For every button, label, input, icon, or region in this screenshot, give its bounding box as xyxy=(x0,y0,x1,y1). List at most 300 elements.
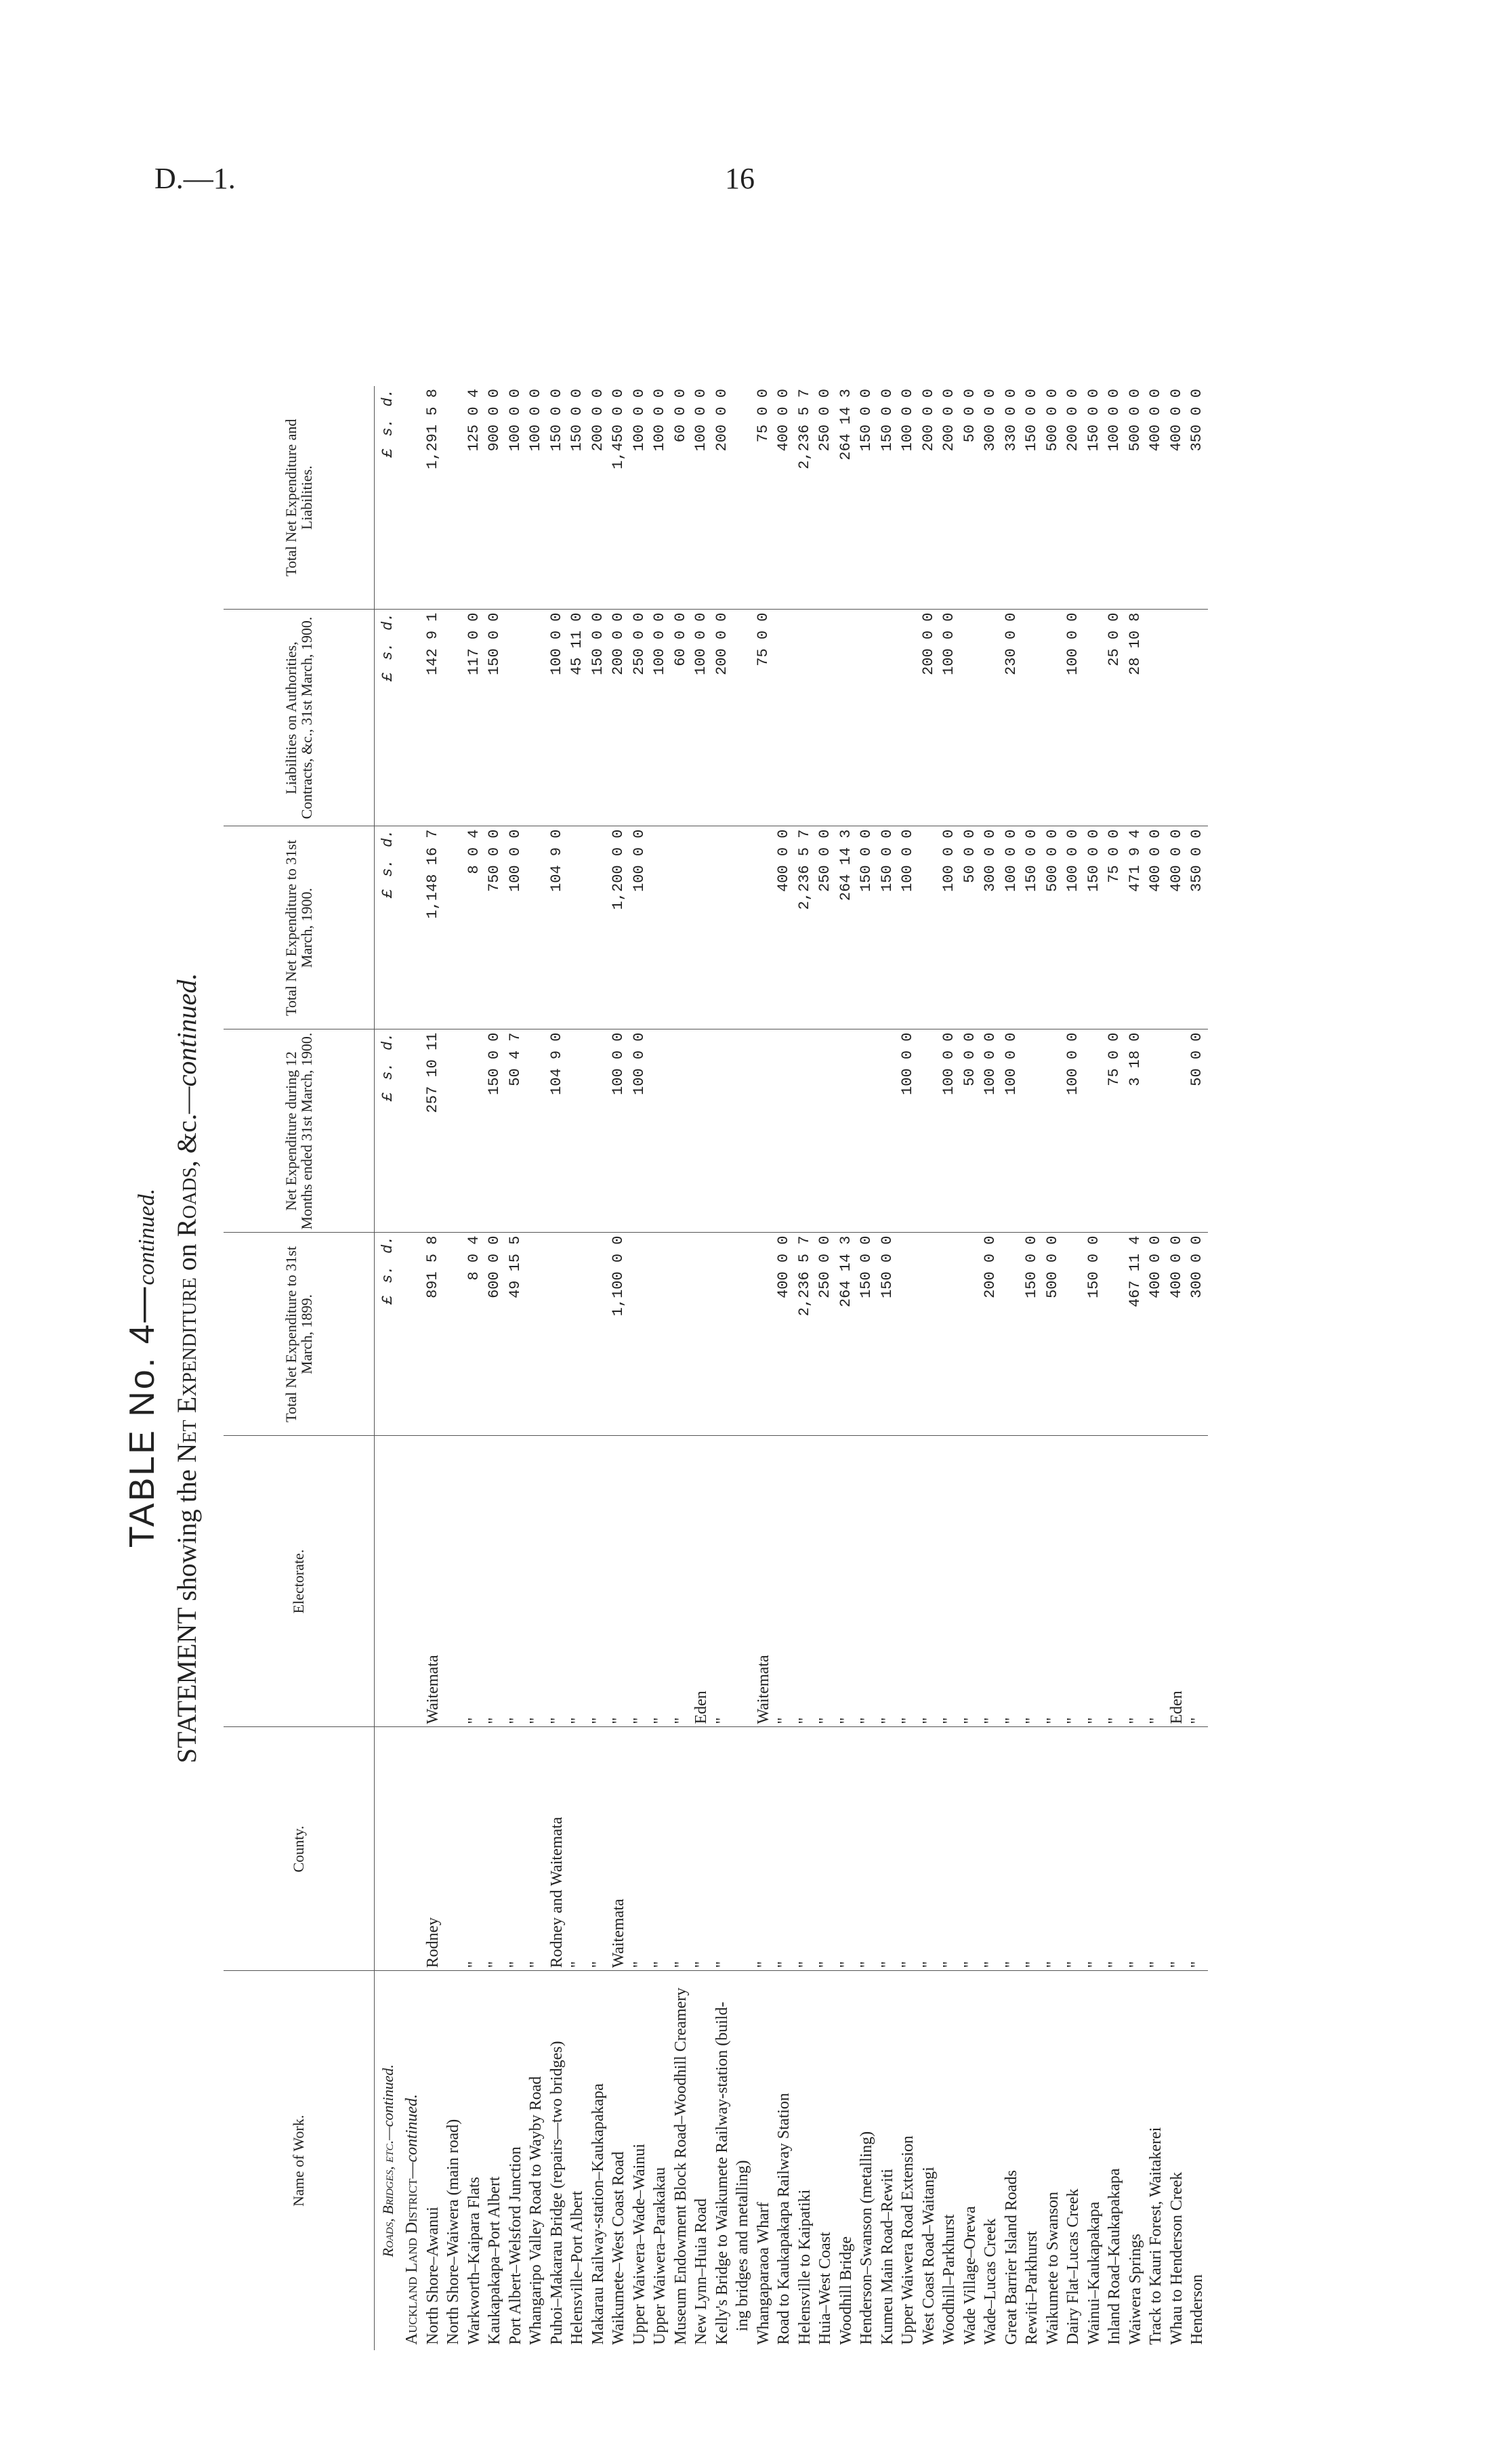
cell-name: Road to Kaukapakapa Railway Station xyxy=(775,2093,793,2345)
table-row xyxy=(1104,386,1125,2350)
cell-name: Waikumete–West Coast Road xyxy=(610,2151,627,2345)
cell-amount-b xyxy=(856,1029,877,1233)
cell-county: " xyxy=(1043,1727,1064,1971)
cell-county: " xyxy=(691,1727,712,1971)
col-total-header: Total Net Expenditure and Liabilities. xyxy=(224,386,375,610)
cell-amount-d: 200 0 0 xyxy=(919,610,940,826)
table-row xyxy=(526,386,547,2350)
cell-amount-c: 400 0 0 xyxy=(774,826,795,1029)
cell-amount-a xyxy=(443,1233,464,1436)
cell-amount-e: 500 0 0 xyxy=(1043,386,1064,610)
cell-amount-b: 100 0 0 xyxy=(629,1029,650,1233)
cell-amount-a xyxy=(1063,1233,1084,1436)
units-to1899: £s.d. xyxy=(375,1233,402,1436)
table-row xyxy=(608,386,629,2350)
section-heading: Roads, Bridges, etc.—continued. xyxy=(379,2064,396,2257)
table-row xyxy=(877,386,898,2350)
cell-amount-e: 400 0 0 xyxy=(1167,386,1188,610)
cell-amount-e: 50 0 0 xyxy=(960,386,981,610)
cell-amount-a: 400 0 0 xyxy=(1167,1233,1188,1436)
cell-name: Upper Waiwera Road Extension xyxy=(899,2136,917,2345)
cell-county: " xyxy=(1001,1727,1022,1971)
cell-amount-d: 230 0 0 xyxy=(1001,610,1022,826)
cell-amount-c: 471 9 4 xyxy=(1125,826,1146,1029)
cell-amount-c xyxy=(671,826,692,1029)
cell-amount-d xyxy=(732,610,753,826)
cell-electorate: " xyxy=(464,1436,485,1727)
cell-amount-e: 264 14 3 xyxy=(836,386,857,610)
page-code: D.—1. xyxy=(154,162,236,195)
cell-amount-e: 300 0 0 xyxy=(980,386,1001,610)
cell-county: " xyxy=(856,1727,877,1971)
cell-amount-b xyxy=(815,1029,836,1233)
cell-electorate: " xyxy=(960,1436,981,1727)
cell-amount-b: 100 0 0 xyxy=(898,1029,919,1233)
cell-amount-e: 100 0 0 xyxy=(1104,386,1125,610)
cell-amount-c: 350 0 0 xyxy=(1187,826,1208,1029)
cell-county: " xyxy=(671,1727,692,1971)
table-row xyxy=(815,386,836,2350)
cell-amount-d xyxy=(836,610,857,826)
cell-amount-c: 100 0 0 xyxy=(939,826,960,1029)
cell-amount-e: 400 0 0 xyxy=(774,386,795,610)
cell-amount-a: 49 15 5 xyxy=(505,1233,526,1436)
cell-name: Kaukapakapa–Port Albert xyxy=(486,2176,503,2345)
table-row xyxy=(1125,386,1146,2350)
cell-amount-b: 50 0 0 xyxy=(1187,1029,1208,1233)
cell-amount-d xyxy=(1084,610,1105,826)
cell-amount-a xyxy=(691,1233,712,1436)
col-during-header: Net Expenditure during 12 Months ended 31st March, 1900. xyxy=(224,1029,375,1233)
cell-amount-a: 500 0 0 xyxy=(1043,1233,1064,1436)
cell-amount-c xyxy=(753,826,774,1029)
cell-amount-d: 250 0 0 xyxy=(629,610,650,826)
cell-amount-d xyxy=(1043,610,1064,826)
cell-amount-b xyxy=(836,1029,857,1233)
cell-amount-b xyxy=(691,1029,712,1233)
cell-amount-c: 400 0 0 xyxy=(1167,826,1188,1029)
cell-amount-b: 104 9 0 xyxy=(547,1029,568,1233)
subtitle-cont: continued. xyxy=(171,973,202,1087)
cell-amount-d xyxy=(774,610,795,826)
cell-name: Makarau Railway-station–Kaukapakapa xyxy=(589,2083,607,2345)
cell-county: Rodney and Waitemata xyxy=(547,1727,568,1971)
cell-county: " xyxy=(1063,1727,1084,1971)
cell-electorate: " xyxy=(1146,1436,1167,1727)
cell-county: " xyxy=(1167,1727,1188,1971)
cell-electorate: " xyxy=(939,1436,960,1727)
cell-county: Rodney xyxy=(423,1727,444,1971)
cell-amount-b: 50 4 7 xyxy=(505,1029,526,1233)
cell-amount-c: 300 0 0 xyxy=(980,826,1001,1029)
cell-amount-c xyxy=(567,826,588,1029)
table-row xyxy=(484,386,505,2350)
cell-electorate: " xyxy=(1063,1436,1084,1727)
cell-amount-a: 150 0 0 xyxy=(1084,1233,1105,1436)
cell-amount-e: 1,450 0 0 xyxy=(608,386,629,610)
cell-amount-a: 250 0 0 xyxy=(815,1233,836,1436)
cell-electorate: " xyxy=(1022,1436,1043,1727)
cell-county: " xyxy=(1146,1727,1167,1971)
table-row xyxy=(856,386,877,2350)
cell-amount-d: 100 0 0 xyxy=(691,610,712,826)
cell-amount-d xyxy=(960,610,981,826)
cell-amount-c xyxy=(443,826,464,1029)
cell-amount-b: 50 0 0 xyxy=(960,1029,981,1233)
table-row xyxy=(1063,386,1084,2350)
header-row xyxy=(224,386,375,2350)
cell-amount-d xyxy=(877,610,898,826)
cell-electorate: " xyxy=(1043,1436,1064,1727)
units-total: £s.d. xyxy=(375,386,402,610)
cell-amount-c: 100 0 0 xyxy=(629,826,650,1029)
cell-amount-e: 150 0 0 xyxy=(877,386,898,610)
cell-county: " xyxy=(960,1727,981,1971)
district-heading: Auckland Land District—continued. xyxy=(403,2094,421,2345)
cell-amount-a: 150 0 0 xyxy=(856,1233,877,1436)
cell-amount-e: 150 0 0 xyxy=(856,386,877,610)
cell-amount-d xyxy=(1022,610,1043,826)
cell-amount-d xyxy=(795,610,816,826)
cell-county: " xyxy=(629,1727,650,1971)
cell-electorate: " xyxy=(567,1436,588,1727)
table-subtitle xyxy=(171,386,203,2350)
cell-electorate: " xyxy=(815,1436,836,1727)
cell-amount-a: 467 11 4 xyxy=(1125,1233,1146,1436)
cell-amount-b: 100 0 0 xyxy=(1001,1029,1022,1233)
table-row xyxy=(650,386,671,2350)
cell-electorate: " xyxy=(919,1436,940,1727)
cell-county: " xyxy=(567,1727,588,1971)
cell-amount-d xyxy=(980,610,1001,826)
table-row xyxy=(712,386,733,2350)
cell-name: Rewiti–Parkhurst xyxy=(1023,2231,1041,2345)
cell-amount-b xyxy=(919,1029,940,1233)
cell-amount-c xyxy=(732,826,753,1029)
cell-name: Wainui–Kaukapakapa xyxy=(1085,2201,1103,2345)
col-name-header: Name of Work. xyxy=(224,1971,375,2350)
cell-amount-c: 1,200 0 0 xyxy=(608,826,629,1029)
page-number: 16 xyxy=(725,162,755,195)
cell-amount-c: 8 0 4 xyxy=(464,826,485,1029)
cell-county: " xyxy=(484,1727,505,1971)
subtitle-post: , &c.— xyxy=(171,1086,202,1168)
cell-amount-a: 200 0 0 xyxy=(980,1233,1001,1436)
cell-electorate: " xyxy=(484,1436,505,1727)
cell-amount-b xyxy=(774,1029,795,1233)
table-row xyxy=(980,386,1001,2350)
table-row xyxy=(1001,386,1022,2350)
cell-electorate: " xyxy=(1187,1436,1208,1727)
table-row xyxy=(443,386,464,2350)
cell-electorate: " xyxy=(836,1436,857,1727)
cell-amount-a: 400 0 0 xyxy=(1146,1233,1167,1436)
table-row xyxy=(919,386,940,2350)
cell-name: Kumeu Main Road–Rewiti xyxy=(878,2169,896,2345)
cell-electorate: Waitemata xyxy=(423,1436,444,1727)
cell-amount-d xyxy=(1146,610,1167,826)
subtitle-pre: STATEMENT showing the xyxy=(171,1462,202,1764)
cell-amount-a: 150 0 0 xyxy=(1022,1233,1043,1436)
table-row xyxy=(1187,386,1208,2350)
cell-amount-d: 200 0 0 xyxy=(608,610,629,826)
cell-electorate: " xyxy=(526,1436,547,1727)
cell-amount-a xyxy=(919,1233,940,1436)
cell-amount-e: 500 0 0 xyxy=(1125,386,1146,610)
cell-amount-d xyxy=(898,610,919,826)
table-row xyxy=(691,386,712,2350)
cell-amount-a: 400 0 0 xyxy=(774,1233,795,1436)
table-row xyxy=(567,386,588,2350)
cell-county: " xyxy=(1084,1727,1105,1971)
cell-amount-a xyxy=(712,1233,733,1436)
cell-amount-e: 250 0 0 xyxy=(815,386,836,610)
cell-electorate: " xyxy=(547,1436,568,1727)
cell-amount-e: 200 0 0 xyxy=(588,386,609,610)
cell-amount-e: 125 0 4 xyxy=(464,386,485,610)
cell-name: Whangaparaoa Wharf xyxy=(754,2202,772,2345)
cell-amount-c xyxy=(712,826,733,1029)
cell-county: " xyxy=(919,1727,940,1971)
cell-amount-b xyxy=(1167,1029,1188,1233)
cell-amount-e: 150 0 0 xyxy=(567,386,588,610)
cell-amount-a xyxy=(732,1233,753,1436)
cell-amount-d xyxy=(1167,610,1188,826)
cell-name: Upper Waiwera–Parakakau xyxy=(651,2167,669,2345)
cell-amount-e: 100 0 0 xyxy=(505,386,526,610)
cell-amount-b: 3 18 0 xyxy=(1125,1029,1146,1233)
cell-county: " xyxy=(712,1727,733,1971)
cell-electorate xyxy=(443,1436,464,1727)
cell-county xyxy=(732,1727,753,1971)
col-to1900-header: Total Net Expenditure to 31st March, 1900. xyxy=(224,826,375,1029)
cell-amount-e: 75 0 0 xyxy=(753,386,774,610)
cell-amount-e: 100 0 0 xyxy=(526,386,547,610)
cell-amount-c: 50 0 0 xyxy=(960,826,981,1029)
cell-amount-b xyxy=(1146,1029,1167,1233)
table-row xyxy=(939,386,960,2350)
cell-name: Wade Village–Orewa xyxy=(961,2206,979,2345)
cell-amount-c xyxy=(650,826,671,1029)
cell-amount-d xyxy=(443,610,464,826)
cell-name: Woodhill–Parkhurst xyxy=(940,2214,958,2345)
cell-county: " xyxy=(505,1727,526,1971)
cell-amount-e: 200 0 0 xyxy=(919,386,940,610)
cell-amount-b xyxy=(1043,1029,1064,1233)
cell-amount-d xyxy=(526,610,547,826)
table-row xyxy=(464,386,485,2350)
cell-amount-b xyxy=(712,1029,733,1233)
cell-electorate: Waitemata xyxy=(753,1436,774,1727)
cell-name: ing bridges and metalling) xyxy=(734,2160,751,2331)
cell-amount-e xyxy=(443,386,464,610)
cell-county: " xyxy=(1022,1727,1043,1971)
cell-name: Huia–West Coast xyxy=(816,2232,834,2345)
cell-amount-b xyxy=(795,1029,816,1233)
cell-amount-c: 100 0 0 xyxy=(505,826,526,1029)
table-row xyxy=(774,386,795,2350)
table-row xyxy=(547,386,568,2350)
cell-electorate: " xyxy=(774,1436,795,1727)
cell-amount-b xyxy=(443,1029,464,1233)
cell-electorate: " xyxy=(608,1436,629,1727)
cell-amount-a xyxy=(753,1233,774,1436)
cell-electorate: " xyxy=(588,1436,609,1727)
cell-county: " xyxy=(877,1727,898,1971)
table-row xyxy=(836,386,857,2350)
table-row xyxy=(1146,386,1167,2350)
cell-amount-a: 891 5 8 xyxy=(423,1233,444,1436)
table-row xyxy=(588,386,609,2350)
cell-electorate: " xyxy=(1125,1436,1146,1727)
cell-amount-c: 100 0 0 xyxy=(1001,826,1022,1029)
table-title xyxy=(122,386,163,2350)
cell-amount-d: 75 0 0 xyxy=(753,610,774,826)
cell-amount-a xyxy=(898,1233,919,1436)
cell-name: New Lynn–Huia Road xyxy=(692,2199,710,2345)
cell-name: Track to Kauri Forest, Waitakerei xyxy=(1147,2127,1165,2345)
cell-amount-c: 150 0 0 xyxy=(1022,826,1043,1029)
cell-amount-b xyxy=(1022,1029,1043,1233)
cell-electorate: " xyxy=(671,1436,692,1727)
cell-amount-b xyxy=(650,1029,671,1233)
expenditure-table xyxy=(224,386,1208,2350)
cell-amount-d xyxy=(1187,610,1208,826)
cell-amount-c: 75 0 0 xyxy=(1104,826,1125,1029)
cell-amount-c: 2,236 5 7 xyxy=(795,826,816,1029)
cell-amount-a xyxy=(526,1233,547,1436)
table-row xyxy=(960,386,981,2350)
cell-amount-a: 300 0 0 xyxy=(1187,1233,1208,1436)
col-to1899-header: Total Net Expenditure to 31st March, 1899. xyxy=(224,1233,375,1436)
cell-name: North Shore–Awanui xyxy=(423,2207,442,2345)
cell-amount-d: 100 0 0 xyxy=(650,610,671,826)
cell-amount-e: 200 0 0 xyxy=(1063,386,1084,610)
cell-amount-a: 600 0 0 xyxy=(484,1233,505,1436)
cell-amount-c xyxy=(691,826,712,1029)
cell-amount-e: 900 0 0 xyxy=(484,386,505,610)
cell-amount-d: 60 0 0 xyxy=(671,610,692,826)
cell-amount-c: 100 0 0 xyxy=(1063,826,1084,1029)
cell-amount-a xyxy=(629,1233,650,1436)
cell-name: Henderson–Swanson (metalling) xyxy=(858,2131,875,2345)
cell-electorate xyxy=(732,1436,753,1727)
cell-amount-a xyxy=(650,1233,671,1436)
cell-county xyxy=(443,1727,464,1971)
cell-amount-d: 45 11 0 xyxy=(567,610,588,826)
cell-amount-a xyxy=(1104,1233,1125,1436)
cell-amount-a xyxy=(939,1233,960,1436)
cell-amount-d: 200 0 0 xyxy=(712,610,733,826)
cell-amount-b: 150 0 0 xyxy=(484,1029,505,1233)
subtitle-caps2: Roads xyxy=(171,1167,202,1237)
cell-amount-a xyxy=(588,1233,609,1436)
cell-county: " xyxy=(836,1727,857,1971)
cell-amount-c: 250 0 0 xyxy=(815,826,836,1029)
units-liabilities: £s.d. xyxy=(375,610,402,826)
cell-amount-b xyxy=(671,1029,692,1233)
cell-electorate: " xyxy=(898,1436,919,1727)
table-row xyxy=(1022,386,1043,2350)
cell-county: " xyxy=(650,1727,671,1971)
cell-name: Great Barrier Island Roads xyxy=(1002,2170,1020,2345)
table-title-cont: continued. xyxy=(134,1188,159,1286)
cell-electorate: " xyxy=(1001,1436,1022,1727)
cell-name: North Shore–Waiwera (main road) xyxy=(444,2119,462,2345)
cell-amount-e: 350 0 0 xyxy=(1187,386,1208,610)
cell-county: " xyxy=(898,1727,919,1971)
district-row xyxy=(402,386,423,2350)
table-row xyxy=(795,386,816,2350)
subtitle-caps: Net Expenditure xyxy=(171,1277,202,1463)
cell-amount-e: 150 0 0 xyxy=(547,386,568,610)
cell-amount-b xyxy=(567,1029,588,1233)
cell-electorate: " xyxy=(712,1436,733,1727)
cell-amount-b xyxy=(588,1029,609,1233)
cell-electorate: " xyxy=(505,1436,526,1727)
cell-name: Inland Road–Kaukapakapa xyxy=(1106,2168,1123,2345)
cell-amount-c: 150 0 0 xyxy=(877,826,898,1029)
cell-county: " xyxy=(464,1727,485,1971)
cell-amount-c: 100 0 0 xyxy=(898,826,919,1029)
cell-amount-d: 117 0 0 xyxy=(464,610,485,826)
units-during: £s.d. xyxy=(375,1029,402,1233)
cell-county: " xyxy=(1125,1727,1146,1971)
cell-amount-b xyxy=(464,1029,485,1233)
cell-amount-a xyxy=(1001,1233,1022,1436)
cell-amount-e: 400 0 0 xyxy=(1146,386,1167,610)
cell-name: Henderson xyxy=(1188,2274,1206,2345)
cell-county: " xyxy=(753,1727,774,1971)
table-row xyxy=(423,386,444,2350)
cell-amount-c: 150 0 0 xyxy=(1084,826,1105,1029)
cell-amount-c: 750 0 0 xyxy=(484,826,505,1029)
cell-name: Warkworth–Kaipara Flats xyxy=(465,2177,483,2345)
cell-amount-b: 257 10 11 xyxy=(423,1029,444,1233)
cell-amount-d: 150 0 0 xyxy=(588,610,609,826)
cell-name: Puhoi–Makarau Bridge (repairs—two bridges) xyxy=(547,2041,566,2345)
col-county-header: County. xyxy=(224,1727,375,1971)
cell-amount-a xyxy=(671,1233,692,1436)
table-row xyxy=(505,386,526,2350)
cell-amount-d: 25 0 0 xyxy=(1104,610,1125,826)
cell-amount-c: 150 0 0 xyxy=(856,826,877,1029)
cell-electorate: " xyxy=(877,1436,898,1727)
cell-electorate: " xyxy=(980,1436,1001,1727)
table-row xyxy=(732,386,753,2350)
cell-amount-a: 2,236 5 7 xyxy=(795,1233,816,1436)
table-row xyxy=(1084,386,1105,2350)
cell-name: Whau to Henderson Creek xyxy=(1167,2171,1186,2345)
cell-electorate: " xyxy=(650,1436,671,1727)
cell-electorate: " xyxy=(795,1436,816,1727)
cell-name: Woodhill Bridge xyxy=(837,2236,855,2345)
cell-amount-e: 200 0 0 xyxy=(939,386,960,610)
table-row xyxy=(1043,386,1064,2350)
cell-amount-b: 100 0 0 xyxy=(939,1029,960,1233)
cell-amount-a: 150 0 0 xyxy=(877,1233,898,1436)
rotated-table-page xyxy=(122,251,1355,2350)
cell-amount-b xyxy=(877,1029,898,1233)
table-row xyxy=(1167,386,1188,2350)
cell-amount-d xyxy=(856,610,877,826)
cell-amount-b xyxy=(526,1029,547,1233)
cell-amount-d xyxy=(505,610,526,826)
cell-amount-e: 100 0 0 xyxy=(898,386,919,610)
cell-amount-b xyxy=(1084,1029,1105,1233)
cell-amount-e: 60 0 0 xyxy=(671,386,692,610)
cell-electorate: " xyxy=(856,1436,877,1727)
